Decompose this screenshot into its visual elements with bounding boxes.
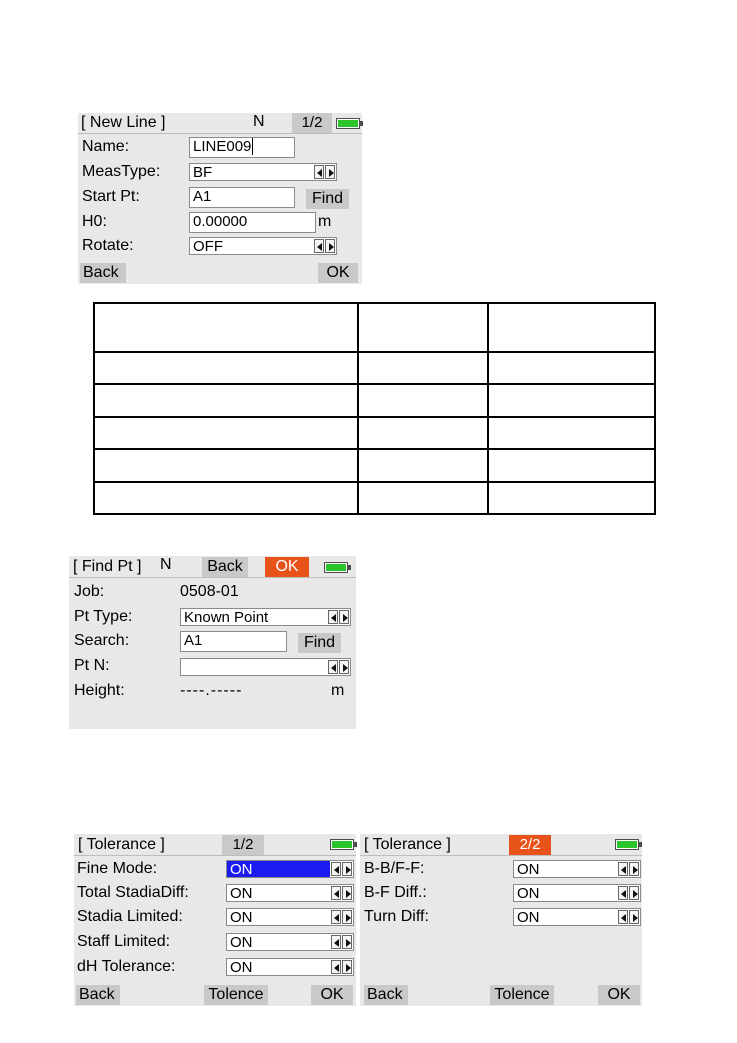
battery-icon <box>615 839 639 850</box>
staff-limited-label: Staff Limited: <box>77 933 171 950</box>
bb-ff-value: ON <box>517 861 540 878</box>
tolence-button-label: Tolence <box>208 986 264 1003</box>
battery-icon <box>324 562 348 573</box>
total-stadiadiff-value: ON <box>230 885 253 902</box>
find-button-label: Find <box>303 634 336 651</box>
arrow-right-icon[interactable] <box>342 910 352 924</box>
screen-title: [ Tolerance ] <box>78 836 165 853</box>
page-indicator-label: 1/2 <box>232 836 254 853</box>
empty-table <box>93 302 656 515</box>
table-row <box>94 449 655 481</box>
job-label: Job: <box>74 583 105 600</box>
turn-diff-label: Turn Diff: <box>364 908 429 925</box>
page-indicator-label: 1/2 <box>301 114 323 131</box>
h0-input[interactable] <box>189 212 316 233</box>
back-button[interactable] <box>202 557 248 577</box>
page-indicator-label: 2/2 <box>519 836 541 853</box>
bb-ff-select[interactable] <box>513 860 641 878</box>
screen-title: [ Tolerance ] <box>364 836 451 853</box>
find-button-label: Find <box>311 190 344 207</box>
back-button-label: Back <box>83 264 119 281</box>
meastype-label: MeasType: <box>82 163 161 180</box>
start-pt-input[interactable] <box>189 187 295 208</box>
height-unit: m <box>331 682 345 699</box>
table-row <box>94 417 655 449</box>
h0-value: 0.00000 <box>193 213 248 230</box>
arrow-right-icon[interactable] <box>629 862 639 876</box>
back-button-label: Back <box>367 986 403 1003</box>
back-button[interactable] <box>80 263 126 283</box>
page-indicator[interactable] <box>222 835 264 855</box>
arrow-right-icon[interactable] <box>325 239 335 253</box>
arrow-right-icon[interactable] <box>342 935 352 949</box>
h0-label: H0: <box>82 213 107 230</box>
tolence-button[interactable] <box>204 985 268 1005</box>
total-stadiadiff-label: Total StadiaDiff: <box>77 884 189 901</box>
search-value: A1 <box>184 632 203 649</box>
arrow-left-icon[interactable] <box>331 862 341 876</box>
dh-tolerance-select[interactable] <box>226 958 354 976</box>
bf-diff-value: ON <box>517 885 540 902</box>
tolence-button[interactable] <box>490 985 554 1005</box>
stadia-limited-label: Stadia Limited: <box>77 908 183 925</box>
mode-indicator: N <box>253 113 265 130</box>
stadia-limited-select[interactable] <box>226 908 354 926</box>
name-input[interactable] <box>189 137 295 158</box>
pt-type-label: Pt Type: <box>74 608 133 625</box>
title-bar <box>78 113 362 134</box>
bb-ff-label: B-B/F-F: <box>364 860 425 877</box>
table-row <box>94 384 655 416</box>
table-row <box>94 303 655 352</box>
battery-icon <box>330 839 354 850</box>
fine-mode-value: ON <box>230 861 253 878</box>
title-bar <box>74 834 356 856</box>
search-label: Search: <box>74 632 130 649</box>
arrow-right-icon[interactable] <box>325 165 335 179</box>
height-value: ----.----- <box>180 682 243 699</box>
back-button[interactable] <box>364 985 408 1005</box>
fine-mode-select[interactable] <box>226 860 354 878</box>
new-line-screen <box>78 113 362 284</box>
title-bar <box>69 556 356 578</box>
arrow-right-icon[interactable] <box>342 862 352 876</box>
title-bar <box>360 834 642 856</box>
rotate-select[interactable] <box>189 237 337 255</box>
find-button[interactable] <box>306 189 349 209</box>
table-row <box>94 352 655 384</box>
back-button-label: Back <box>79 986 115 1003</box>
h0-unit: m <box>318 213 332 230</box>
ok-button-label: OK <box>326 264 350 281</box>
table-row <box>94 482 655 514</box>
dh-tolerance-value: ON <box>230 959 253 976</box>
arrow-left-icon[interactable] <box>618 910 628 924</box>
page-indicator[interactable] <box>292 113 332 133</box>
ok-button-label: OK <box>320 986 344 1003</box>
turn-diff-value: ON <box>517 909 540 926</box>
pt-type-value: Known Point <box>184 609 269 626</box>
rotate-label: Rotate: <box>82 237 134 254</box>
arrow-right-icon[interactable] <box>342 960 352 974</box>
arrow-right-icon[interactable] <box>339 610 349 624</box>
rotate-value: OFF <box>193 238 223 255</box>
staff-limited-value: ON <box>230 934 253 951</box>
start-pt-label: Start Pt: <box>82 188 140 205</box>
meastype-value: BF <box>193 164 213 181</box>
page-indicator[interactable] <box>509 835 551 855</box>
arrow-left-icon[interactable] <box>618 862 628 876</box>
mode-indicator: N <box>160 556 172 573</box>
stadia-limited-value: ON <box>230 909 253 926</box>
bf-diff-select[interactable] <box>513 884 641 902</box>
pt-n-select[interactable] <box>180 658 351 676</box>
screen-title: [ New Line ] <box>81 114 166 131</box>
tolerance-screen-page-2 <box>360 834 642 1006</box>
pt-n-label: Pt N: <box>74 657 110 674</box>
total-stadiadiff-select[interactable] <box>226 884 354 902</box>
screen-title: [ Find Pt ] <box>73 558 142 575</box>
arrow-left-icon[interactable] <box>331 960 341 974</box>
arrow-right-icon[interactable] <box>342 886 352 900</box>
arrow-left-icon[interactable] <box>331 935 341 949</box>
find-button[interactable] <box>298 633 341 653</box>
ok-button[interactable] <box>311 985 353 1005</box>
ok-button[interactable] <box>598 985 640 1005</box>
find-pt-screen <box>69 556 356 729</box>
ok-button[interactable] <box>318 263 358 283</box>
job-value: 0508-01 <box>180 583 239 600</box>
start-pt-value: A1 <box>193 188 212 205</box>
ok-button-label: OK <box>607 986 631 1003</box>
arrow-left-icon[interactable] <box>328 660 338 674</box>
fine-mode-label: Fine Mode: <box>77 860 158 877</box>
dh-tolerance-label: dH Tolerance: <box>77 958 176 975</box>
back-button[interactable] <box>76 985 120 1005</box>
arrow-right-icon[interactable] <box>629 886 639 900</box>
turn-diff-select[interactable] <box>513 908 641 926</box>
arrow-left-icon[interactable] <box>328 610 338 624</box>
arrow-left-icon[interactable] <box>331 886 341 900</box>
bf-diff-label: B-F Diff.: <box>364 884 427 901</box>
ok-button-label: OK <box>275 558 299 575</box>
name-value: LINE009 <box>193 138 252 155</box>
tolence-button-label: Tolence <box>494 986 550 1003</box>
arrow-left-icon[interactable] <box>331 910 341 924</box>
arrow-left-icon[interactable] <box>314 165 324 179</box>
name-label: Name: <box>82 138 130 155</box>
arrow-left-icon[interactable] <box>314 239 324 253</box>
height-label: Height: <box>74 682 125 699</box>
arrow-right-icon[interactable] <box>629 910 639 924</box>
search-input[interactable] <box>180 631 287 652</box>
arrow-right-icon[interactable] <box>339 660 349 674</box>
arrow-left-icon[interactable] <box>618 886 628 900</box>
tolerance-screen-page-1 <box>74 834 356 1006</box>
ok-button[interactable] <box>265 557 309 577</box>
staff-limited-select[interactable] <box>226 933 354 951</box>
back-button-label: Back <box>207 558 243 575</box>
meastype-select[interactable] <box>189 163 337 181</box>
battery-icon <box>336 118 360 129</box>
pt-type-select[interactable] <box>180 608 351 626</box>
